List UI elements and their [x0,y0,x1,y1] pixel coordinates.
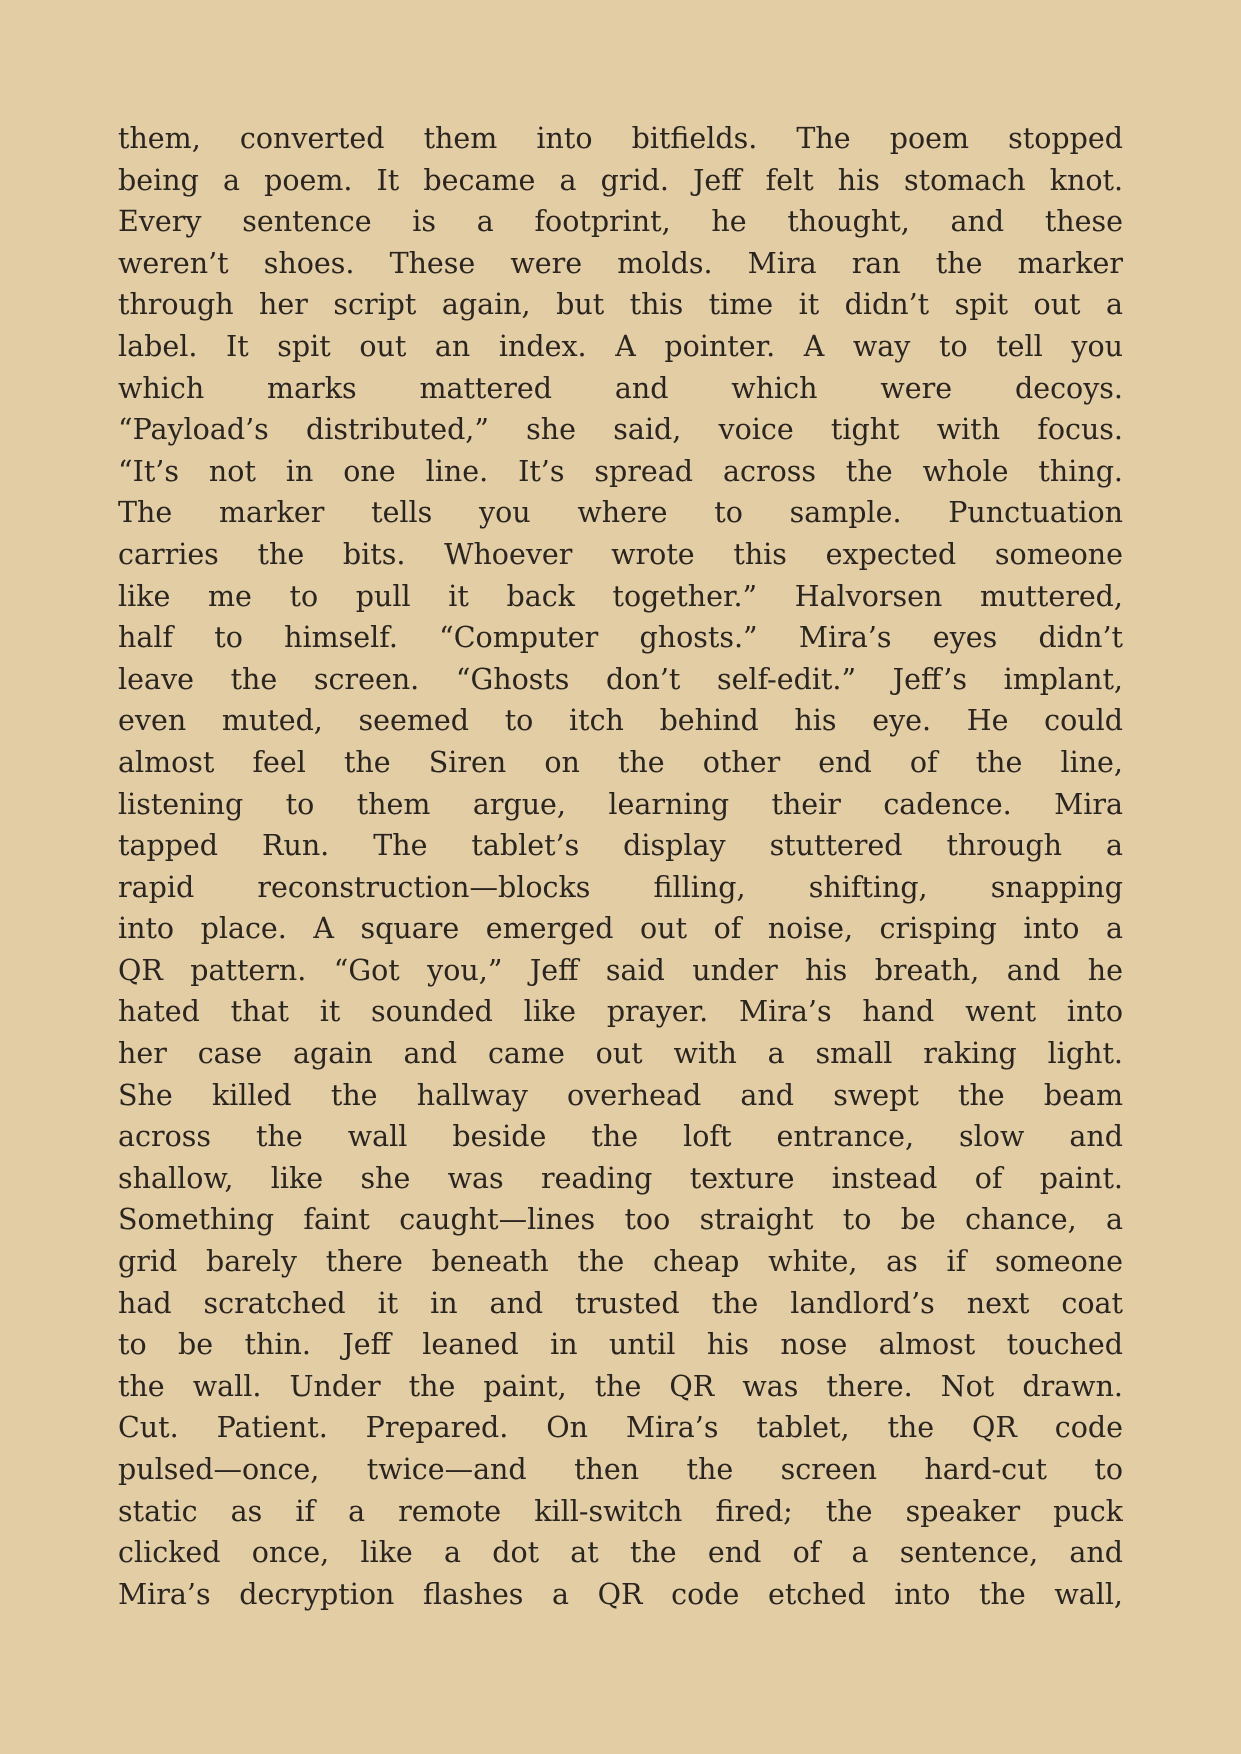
text-line: weren’t shoes. These were molds. Mira ran the marker [118,246,1123,280]
text-line: label. It spit out an index. A pointer. A way to tell you [118,329,1123,363]
text-line: half to himself. “Computer ghosts.” Mira’s eyes didn’t [118,621,1123,655]
text-line: even muted, seemed to itch behind his eye. He could [118,704,1123,738]
text-line: grid barely there beneath the cheap white, as if someone [118,1245,1123,1279]
text-line: them, converted them into bitfields. The poem stopped [118,122,1123,155]
text-line: leave the screen. “Ghosts don’t self-edit.” Jeff’s implant, [118,662,1123,696]
text-line: across the wall beside the loft entrance, slow and [118,1120,1123,1154]
text-line: through her script again, but this time it didn’t spit out a [118,288,1123,322]
text-line: “Payload’s distributed,” she said, voice tight with focus. [118,413,1123,447]
text-line: Mira’s decryption flashes a QR code etched into the wall, [118,1577,1123,1611]
text-line: The marker tells you where to sample. Punctuation [118,496,1123,530]
text-line: the wall. Under the paint, the QR was there. Not drawn. [118,1369,1123,1403]
text-line: listening to them argue, learning their cadence. Mira [118,787,1123,821]
text-line: which marks mattered and which were decoys. [118,371,1123,405]
text-line: like me to pull it back together.” Halvorsen muttered, [118,579,1123,613]
text-line: to be thin. Jeff leaned in until his nose almost touched [118,1328,1123,1362]
text-line: carries the bits. Whoever wrote this expected someone [118,537,1123,571]
page-body-text [118,118,1123,1615]
text-line: tapped Run. The tablet’s display stuttered through a [118,829,1123,863]
text-line: pulsed—once, twice—and then the screen hard-cut to [118,1453,1123,1486]
text-line: QR pattern. “Got you,” Jeff said under his breath, and he [118,953,1123,987]
text-line: static as if a remote kill-switch fired; the speaker puck [118,1494,1123,1528]
text-line: shallow, like she was reading texture instead of paint. [118,1161,1123,1195]
text-line: into place. A square emerged out of noise, crisping into a [118,912,1123,946]
text-line: being a poem. It became a grid. Jeff felt his stomach knot. [118,163,1123,197]
text-line: clicked once, like a dot at the end of a sentence, and [118,1536,1123,1570]
text-line: Every sentence is a footprint, he thought, and these [118,205,1123,239]
text-line: Something faint caught—lines too straight to be chance, a [118,1203,1123,1237]
text-line: almost feel the Siren on the other end of the line, [118,745,1123,779]
text-line: rapid reconstruction—blocks filling, shifting, snapping [118,870,1123,904]
text-line: She killed the hallway overhead and swept the beam [118,1078,1123,1112]
text-line: her case again and came out with a small raking light. [118,1037,1123,1071]
text-line: “It’s not in one line. It’s spread across the whole thing. [118,454,1123,488]
text-line: Cut. Patient. Prepared. On Mira’s tablet, the QR code [118,1411,1123,1445]
text-line: had scratched it in and trusted the landlord’s next coat [118,1286,1123,1320]
text-line: hated that it sounded like prayer. Mira’s hand went into [118,995,1123,1029]
